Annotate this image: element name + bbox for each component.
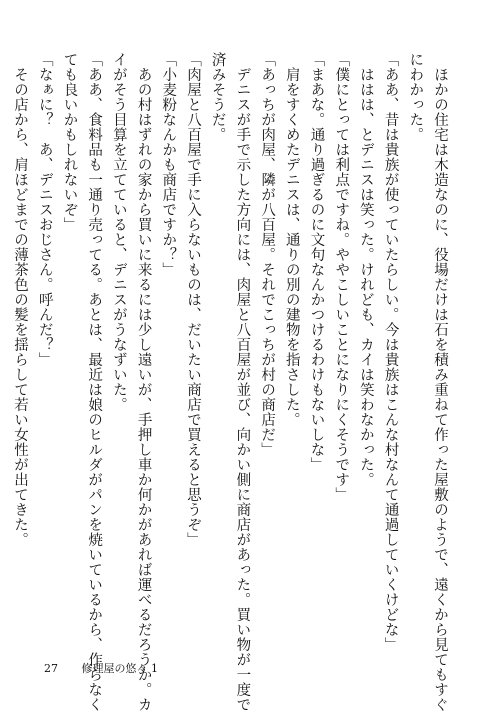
page-footer bbox=[44, 660, 158, 676]
text-line: 肩をすくめたデニスは、通りの別の建物を指さした。 bbox=[283, 52, 300, 427]
text-line: 「肉屋と八百屋で手に入らないものは、だいたい商店で買えると思うぞ」 bbox=[184, 52, 201, 547]
text-line: 「ああ、昔は貴族が使っていたらしい。今は貴族はこんな村なんて通過していくけどな」 bbox=[382, 52, 399, 652]
text-line: デニスが手で示した方向には、肉屋と八百屋が並び、向かい側に商店があった。買い物が一度で bbox=[234, 52, 251, 712]
text-line: 「まあな。通り過ぎるのに文句なんかつけるわけもないしな」 bbox=[308, 52, 325, 472]
book-title: 修理屋の悠々 1 bbox=[81, 662, 158, 675]
text-line: ほかの住宅は木造なのに、役場だけは石を積み重ねて作った屋敷のようで、遠くから見てもすぐ bbox=[432, 52, 448, 712]
text-line: ても良いかもしれないぞ」 bbox=[61, 52, 78, 232]
text-line: 「あっちが肉屋、隣が八百屋。それでこっちが村の商店だ」 bbox=[259, 52, 276, 457]
text-line: 「小麦粉なんかも商店ですか？」 bbox=[160, 52, 177, 277]
text-line: その店から、肩ほどまでの薄茶色の髪を揺らして若い女性が出てきた。 bbox=[12, 52, 29, 547]
text-line: 済みそうだ。 bbox=[209, 52, 226, 142]
text-line: ははは、とデニスは笑った。けれども、カイは笑わなかった。 bbox=[357, 52, 374, 487]
text-line: 「なぁに？ あ、デニスおじさん。呼んだ？」 bbox=[36, 52, 53, 367]
text-line: 「僕にとっては利点ですね。ややこしいことになりにくそうです」 bbox=[333, 52, 350, 502]
text-line: 「ああ、食料品も一通り売ってる。あとは、最近は娘のヒルダがパンを焼いているから、作らなく bbox=[86, 52, 103, 712]
text-line: あの村はずれの家から買いに来るには少し遠いが、手押し車か何かがあれば運べるだろうか。カ bbox=[135, 52, 152, 712]
text-line: にわかった。 bbox=[407, 52, 424, 142]
text-line: イがそう目算を立てていると、デニスがうなずいた。 bbox=[110, 52, 127, 412]
page-number: 27 bbox=[44, 662, 58, 675]
